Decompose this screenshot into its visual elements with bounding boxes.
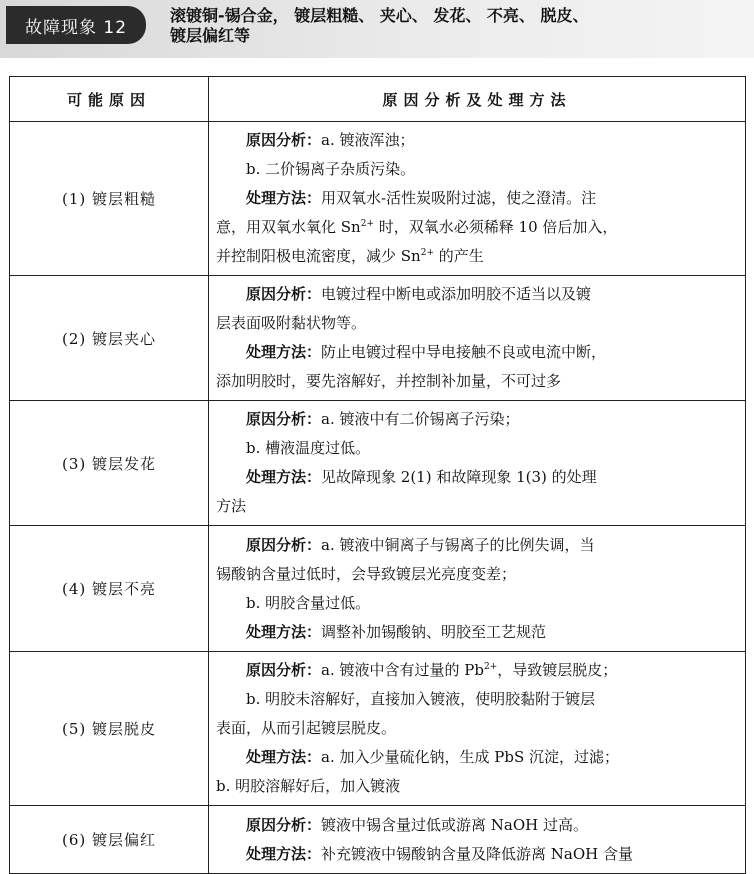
cause-cell: (3) 镀层发花	[10, 401, 209, 526]
analysis-cell	[209, 122, 746, 276]
table-row	[10, 122, 746, 276]
analysis-cell	[209, 806, 746, 874]
analysis-cell	[209, 526, 746, 652]
fault-title	[170, 6, 750, 46]
table-row	[10, 401, 746, 526]
table-row	[10, 526, 746, 652]
analysis-line: 原因分析：镀液中锡含量过低或游离 NaOH 过高。	[246, 815, 588, 834]
analysis-cell	[209, 276, 746, 401]
cause-cell: (1) 镀层粗糙	[10, 122, 209, 276]
cause-cell: (2) 镀层夹心	[10, 276, 209, 401]
column-header-cause: 可能原因	[10, 77, 209, 122]
fault-number-badge: 故障现象 12	[6, 6, 146, 44]
method-line: 处理方法：用双氧水-活性炭吸附过滤，使之澄清。注	[246, 189, 597, 207]
analysis-line: 原因分析：a. 镀液浑浊；	[246, 131, 415, 149]
analysis-cell	[209, 652, 746, 806]
analysis-line: 原因分析：电镀过程中断电或添加明胶不适当以及镀	[246, 285, 592, 303]
analysis-cell	[209, 401, 746, 526]
analysis-line: 表面，从而引起镀层脱皮。	[216, 719, 397, 737]
fault-table	[9, 76, 746, 874]
table-row	[10, 276, 746, 401]
method-line: 添加明胶时，要先溶解好，并控制补加量，不可过多	[216, 372, 562, 390]
method-line: 并控制阳极电流密度，减少 $Sn^{2+}$ 的产生	[216, 247, 484, 265]
method-line: 处理方法：调整补加锡酸钠、明胶至工艺规范	[246, 622, 547, 641]
cause-cell: (4) 镀层不亮	[10, 526, 209, 652]
analysis-line: b. 二价锡离子杂质污染。	[246, 160, 416, 178]
method-line: 处理方法：a. 加入少量硫化钠，生成 PbS 沉淀，过滤；	[246, 748, 620, 766]
method-line: b. 明胶溶解好后，加入镀液	[216, 777, 401, 795]
fault-title-line1: 滚镀铜-锡合金， 镀层粗糙、 夹心、 发花、 不亮、 脱皮、	[170, 6, 589, 25]
cause-cell: (6) 镀层偏红	[10, 806, 209, 874]
analysis-line: 层表面吸附黏状物等。	[216, 314, 367, 332]
analysis-line: b. 明胶含量过低。	[246, 593, 371, 612]
analysis-line: 原因分析：a. 镀液中有二价锡离子污染；	[246, 410, 520, 428]
analysis-line: 锡酸钠含量过低时，会导致镀层光亮度变差；	[216, 564, 517, 583]
table-row	[10, 652, 746, 806]
method-line: 处理方法：补充镀液中锡酸钠含量及降低游离 NaOH 含量	[246, 844, 633, 863]
table-header-row	[10, 77, 746, 122]
analysis-line: 原因分析：a. 镀液中铜离子与锡离子的比例失调，当	[246, 535, 595, 554]
column-header-analysis: 原因分析及处理方法	[209, 77, 746, 122]
method-line: 方法	[216, 497, 247, 515]
method-line: 处理方法：见故障现象 2(1) 和故障现象 1(3) 的处理	[246, 468, 597, 486]
fault-title-line2: 镀层偏红等	[170, 26, 251, 45]
cause-cell: (5) 镀层脱皮	[10, 652, 209, 806]
header-banner	[0, 0, 754, 58]
analysis-line: b. 明胶未溶解好，直接加入镀液，使明胶黏附于镀层	[246, 690, 596, 708]
analysis-line: 原因分析：a. 镀液中含有过量的 $Pb^{2+}$，导致镀层脱皮；	[246, 661, 618, 679]
method-line: 意，用双氧水氧化 $Sn^{2+}$ 时，双氧水必须稀释 10 倍后加入，	[216, 218, 618, 236]
analysis-line: b. 槽液温度过低。	[246, 439, 371, 457]
table-row	[10, 806, 746, 874]
method-line: 处理方法：防止电镀过程中导电接触不良或电流中断，	[246, 343, 607, 361]
